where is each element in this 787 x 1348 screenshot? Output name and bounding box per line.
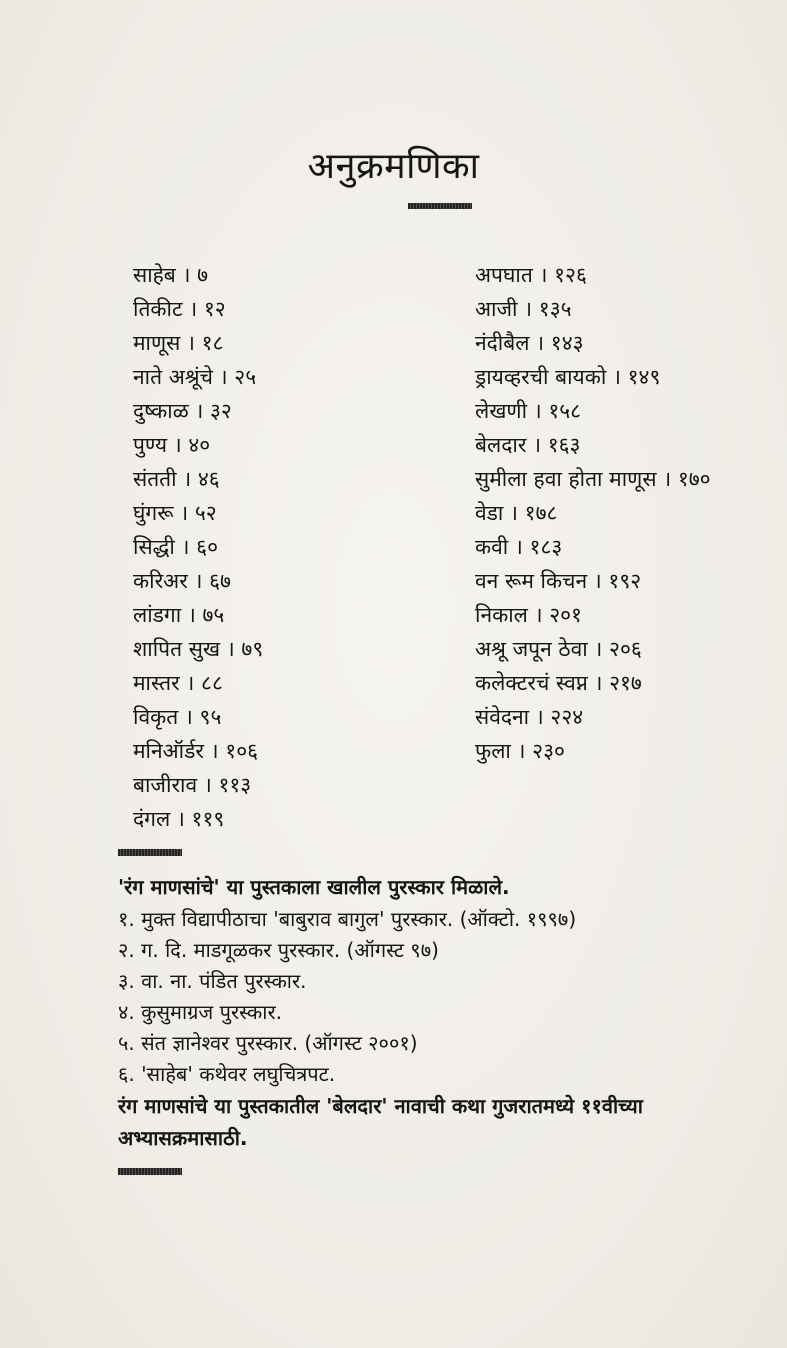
toc-entry: तिकीट । १२: [133, 297, 226, 321]
awards-heading: 'रंग माणसांचे' या पुस्तकाला खालील पुरस्कार मिळाले.: [118, 875, 510, 899]
toc-entry: नंदीबैल । १४३: [475, 331, 584, 355]
toc-entry: सिद्धी । ६०: [133, 535, 219, 559]
section-divider-top: [118, 849, 182, 856]
toc-entry: मनिऑर्डर । १०६: [133, 739, 259, 763]
page-title: अनुक्रमणिका: [307, 146, 480, 187]
awards-section: [118, 871, 758, 1154]
toc-entry: सुमीला हवा होता माणूस । १७०: [475, 467, 711, 491]
award-item: ३. वा. ना. पंडित पुरस्कार.: [118, 969, 307, 993]
toc-entry: नाते अश्रूंचे । २५: [133, 365, 257, 389]
award-item: १. मुक्त विद्यापीठाचा 'बाबुराव बागुल' पुरस्कार. (ऑक्टो. १९९७): [118, 907, 577, 931]
awards-note: रंग माणसांचे या पुस्तकातील 'बेलदार' नावाची कथा गुजरातमध्ये ११वीच्या अभ्यासक्रमासाठी.: [118, 1094, 643, 1150]
toc-entry: साहेब । ७: [133, 263, 209, 287]
toc-entry: मास्तर । ८८: [133, 671, 223, 695]
toc-entry: ड्रायव्हरची बायको । १४९: [475, 365, 661, 389]
toc-entry: वन रूम किचन । १९२: [475, 569, 642, 593]
toc-entry: दुष्काळ । ३२: [133, 399, 232, 423]
award-item: ४. कुसुमाग्रज पुरस्कार.: [118, 1000, 283, 1024]
toc-entry: दंगल । ११९: [133, 807, 225, 831]
toc-entry: अश्रू जपून ठेवा । २०६: [475, 637, 642, 661]
toc-entry: पुण्य । ४०: [133, 433, 211, 457]
toc-left-column: [133, 258, 263, 836]
toc-entry: कलेक्टरचं स्वप्न । २१७: [475, 671, 642, 695]
toc-entry: आजी । १३५: [475, 297, 572, 321]
toc-entry: बेलदार । १६३: [475, 433, 581, 457]
toc-entry: घुंगरू । ५२: [133, 501, 217, 525]
toc-entry: संवेदना । २२४: [475, 705, 584, 729]
toc-entry: लेखणी । १५८: [475, 399, 582, 423]
toc-entry: बाजीराव । ११३: [133, 773, 252, 797]
toc-entry: वेडा । १७८: [475, 501, 558, 525]
toc-entry: कवी । १८३: [475, 535, 563, 559]
award-item: ५. संत ज्ञानेश्वर पुरस्कार. (ऑगस्ट २००१): [118, 1031, 418, 1055]
toc-entry: संतती । ४६: [133, 467, 220, 491]
award-item: ६. 'साहेब' कथेवर लघुचित्रपट.: [118, 1062, 336, 1086]
toc-right-column: [475, 258, 711, 768]
section-divider-bottom: [118, 1168, 182, 1175]
title-ornament-rule: [408, 203, 472, 209]
toc-entry: अपघात । १२६: [475, 263, 587, 287]
toc-entry: फुला । २३०: [475, 739, 565, 763]
toc-entry: विकृत । ९५: [133, 705, 222, 729]
toc-entry: निकाल । २०१: [475, 603, 582, 627]
award-item: २. ग. दि. माडगूळकर पुरस्कार. (ऑगस्ट ९७): [118, 938, 439, 962]
toc-entry: माणूस । १८: [133, 331, 224, 355]
toc-entry: करिअर । ६७: [133, 569, 231, 593]
toc-entry: शापित सुख । ७९: [133, 637, 264, 661]
toc-entry: लांडगा । ७५: [133, 603, 225, 627]
